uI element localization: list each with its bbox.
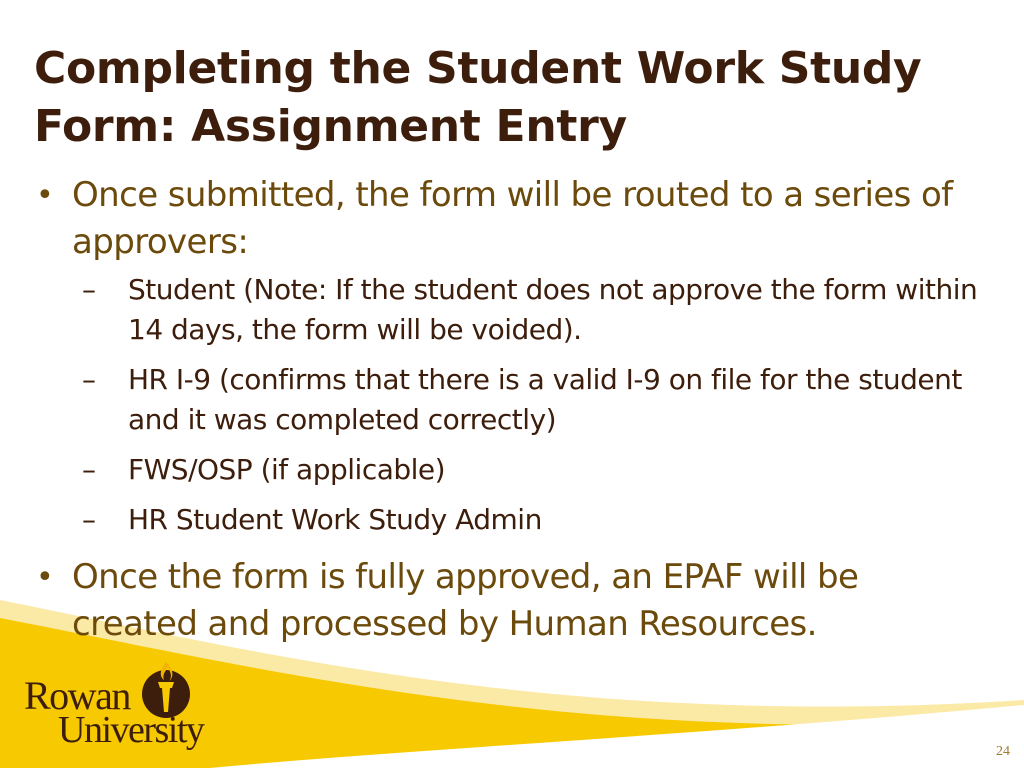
subitem-text: HR I-9 (confirms that there is a valid I-9 on file for the student and it was completed correctly) bbox=[128, 363, 962, 436]
bullet-list bbox=[36, 172, 986, 648]
dash-marker: – bbox=[82, 363, 96, 396]
subitem-text: Student (Note: If the student does not approve the form within 14 days, the form will be voided). bbox=[128, 273, 978, 346]
rowan-university-logo bbox=[24, 656, 214, 752]
logo-wordmark-university: University bbox=[58, 709, 204, 751]
bullet-marker: • bbox=[36, 560, 54, 595]
subitem-text: HR Student Work Study Admin bbox=[128, 503, 542, 536]
subitem-text: FWS/OSP (if applicable) bbox=[128, 453, 446, 486]
bullet-item-epaf bbox=[36, 554, 986, 648]
subitem-student bbox=[82, 270, 986, 350]
approver-list bbox=[72, 270, 986, 540]
slide-title: Completing the Student Work Study Form: Assignment Entry bbox=[34, 43, 922, 152]
subitem-hr-i9 bbox=[82, 360, 986, 440]
subitem-fws-osp bbox=[82, 450, 986, 490]
page-number: 24 bbox=[996, 744, 1010, 759]
bullet-text: Once submitted, the form will be routed to a series of approvers: bbox=[72, 175, 953, 262]
subitem-hr-admin bbox=[82, 500, 986, 540]
dash-marker: – bbox=[82, 503, 96, 536]
dash-marker: – bbox=[82, 453, 96, 486]
logo-wordmark-rowan: Rowan bbox=[24, 673, 130, 718]
dash-marker: – bbox=[82, 273, 96, 306]
bullet-marker: • bbox=[36, 178, 54, 213]
bullet-item-routing bbox=[36, 172, 986, 540]
bullet-text: Once the form is fully approved, an EPAF will be created and processed by Human Resources. bbox=[72, 557, 859, 644]
